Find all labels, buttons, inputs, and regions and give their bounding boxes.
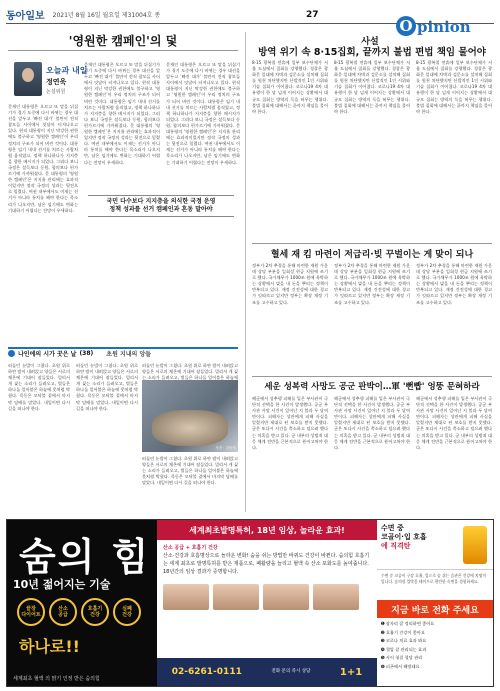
editorial-1-body-a: 8·15 광복절 연휴에 일부 보수단체가 서울 도심에서 집회를 강행했다. 경찰은 광화문 일대에 차벽과 검문소를 설치해 집회를 원천 차단했지만 산발적인 1인 시위와 기습 집회가 이어졌다. 코로나19 4차 대유행이 한 달 넘게 이어지는 상황에서 대규모 집회는 방역의 둑을 허무는 행위다. 불법 집회에 대해서는 끝까지 책임을 물어야 한다. [252,60,328,114]
product-image [463,526,487,564]
ad-badge: 심폐 건강 [113,598,141,626]
list-item: ➎ 사이 청결 혈당 관리 [381,655,423,661]
ad-photo [313,584,359,610]
ad-tagline: 전화 문의 즉시 상담 [271,669,311,674]
list-item: ➊ 잠자리 잘 정리하면 좋아요 [381,621,435,626]
sidebar-body-1: 떠돌던 눈발이 그쳤다. 초원 위로 하얀 밤이 내려앉고 양들은 서로의 체온에 기대어 잠들었다. 멀리서 개 짖는 소리가 들려오고, 별들은 하나둘 얼어붙은 하늘에 못처럼 박혔다. 목동은 모닥불 곁에서 마지막 담배를 말았다. 내일이면 다시 길을 떠나야 한다. [8,363,70,411]
ad-phone[interactable]: 02-6261-0111 [171,667,242,677]
list-item: ➏ 피곤에서 해방돼요 [381,663,420,669]
editorial-label: 사설 [361,37,379,47]
ad-middle-panel [157,520,377,686]
column-series: 오늘과 내일 [46,66,88,75]
sidebar-header [8,347,238,358]
editorial-1-body-c: 8·15 광복절 연휴에 일부 보수단체가 서울 도심에서 집회를 강행했다. 경찰은 광화문 일대에 차벽과 검문소를 설치해 집회를 원천 차단했지만 산발적인 1인 시위와 기습 집회가 이어졌다. 코로나19 4차 대유행이 한 달 넘게 이어지는 상황에서 대규모 집회는 방역의 둑을 허무는 행위다. 불법 집회에 대해서는 끝까지 책임을 물어야 한다. [416,60,492,114]
ad-brand: 하나로!! [19,637,80,656]
paper-name: 동아일보 [6,11,45,22]
ad-left-panel [7,520,157,686]
editorial-headline-3: 세운 성복력 사망도 공군 판박이…軍 '뻔빱' 엉뚱 문혀하라 [264,382,480,392]
poem-title: 초원 지내의 앙들 [106,351,152,358]
ad-subhead: 10년 젊어지는 기술 [13,578,111,591]
ad-right-panel [377,520,493,686]
section-logo [396,14,494,36]
column-body-3: 문재인 대통령은 오르고 또 말을 뒤집기가 경기 도중에 다시 바뀌는 경우 대선을 앞두고 ‘빠진 대가’ 불만이 전직 참모들 사이에서 잇달아 터져나오고 있다. 현직 대통령이 지닌 막강한 권한에도 불구하고 ‘영원한 캠페인’이 우리 정치의 구조가 되어 버린 것이다. 대통령은 임기 내내 선거를 치르는 사람처럼 움직였고, 정책 하나하나가 지지층을 향한 메시지가 되었다. 그러다 보니 국정은 설득보다 동원, 합의보다 편가르기에 가까워졌다. 문 대통령의 ‘영원한 캠페인’은 지지율 관리에는 효과적이었지만 정작 국정의 성과는 뒷전으로 밀렸다. 여권 내부에서도 이제는 선거가 아니라 통치를 해야 한다는 목소리가 나오지만, 남은 임기에도 변화는 기대하기 어렵다는 전망이 우세하다. [166,62,240,165]
list-item: ➌ 코로나 치료 효과 봐요 [381,638,427,644]
list-item: ➋ 호흡기 건강이 좋아요 [381,629,425,635]
ad-footer: 세계최초 혈액 의 맑기 인정 받은 숨의힘 [13,676,100,682]
sidebar-label: 나인에의 시가 꿋은 날 [18,351,77,358]
ad-right-title-2: 코골이·입 호흡 [381,533,427,541]
editorial-headline-1: 방역 위기 속 8·15집회, 끝까지 불법 편법 책임 물어야 [258,47,486,58]
editorial-2-body-b: 정부가 2차 추경을 통해 마련한 재원 가운데 상당 부분을 일회성 현금 지원에 쓰기로 했다. 국가채무가 1000조 원에 육박하는 상황에서 빚을 내 돈을 뿌리는 정책이 반복되고 있다. 재정 건전성에 대한 경고가 잇따르고 있지만 정부는 확장 재정 기조를 고수하고 있다. [334,263,410,305]
issue-date: 2021년 8월 16일 월요일 제31004호 종 [52,12,161,19]
editorial-3-body-c: 해군에서 성추행 피해를 입은 부사관이 극단적 선택을 한 사건이 발생했다. 공군 부사관 사망 사건이 일어난 지 불과 두 달여 만이다. 피해자는 상관에게 피해 사실을 알렸지만 제대로 된 보호를 받지 못했다. 군은 또다시 사건을 축소하고 덮으려 했다는 의혹을 받고 있다. 군 내부의 성범죄 대응 체계 전반을 근본적으로 뜯어고쳐야 한다. [416,396,492,450]
ad-sale-badge: 1+1 [339,666,363,678]
editorial-2-body-c: 정부가 2차 추경을 통해 마련한 재원 가운데 상당 부분을 일회성 현금 지원에 쓰기로 했다. 국가채무가 1000조 원에 육박하는 상황에서 빚을 내 돈을 뿌리는 정책이 반복되고 있다. 재정 건전성에 대한 경고가 잇따르고 있지만 정부는 확장 재정 기조를 고수하고 있다. [416,263,492,305]
ad-badge: 호흡기 건강 [81,598,109,626]
divider [252,376,492,377]
ad-photo [263,584,309,610]
divider [8,50,238,51]
ad-badges [17,598,141,626]
sidebar-body-3: 떠돌던 눈발이 그쳤다. 초원 위로 하얀 밤이 내려앉고 양들은 서로의 체온에 기대어 잠들었다. 멀리서 개 짖는 소리가 들려오고, 별들은 하나둘 얼어붙은 하늘에 [142,363,238,381]
photo-caption: 사진 · 김동욱 [215,446,236,450]
editorial-3-body-a: 해군에서 성추행 피해를 입은 부사관이 극단적 선택을 한 사건이 발생했다. 공군 부사관 사망 사건이 일어난 지 불과 두 달여 만이다. 피해자는 상관에게 피해 사실을 알렸지만 제대로 된 보호를 받지 못했다. 군은 또다시 사건을 축소하고 덮으려 했다는 의혹을 받고 있다. 군 내부의 성범죄 대응 체계 전반을 근본적으로 뜯어고쳐야 한다. [252,396,328,450]
editorial-3-body-b: 해군에서 성추행 피해를 입은 부사관이 극단적 선택을 한 사건이 발생했다. 공군 부사관 사망 사건이 일어난 지 불과 두 달여 만이다. 피해자는 상관에게 피해 사실을 알렸지만 제대로 된 보호를 받지 못했다. 군은 또다시 사건을 축소하고 덮으려 했다는 의혹을 받고 있다. 군 내부의 성범죄 대응 체계 전반을 근본적으로 뜯어고쳐야 한다. [334,396,410,450]
editorial-1-body-b: 8·15 광복절 연휴에 일부 보수단체가 서울 도심에서 집회를 강행했다. 경찰은 광화문 일대에 차벽과 검문소를 설치해 집회를 원천 차단했지만 산발적인 1인 시위와 기습 집회가 이어졌다. 코로나19 4차 대유행이 한 달 넘게 이어지는 상황에서 대규모 집회는 방역의 둑을 허무는 행위다. 불법 집회에 대해서는 끝까지 책임을 물어야 한다. [334,60,410,114]
ad-body: 산소·건강과 호흡명상으로 놀라운 변화! 숨을 쉬는 방법만 바꿔도 건강이 바뀐다. 숨의힘 호흡기는 세계 최초로 발명특허를 받은 제품으로, 폐활량을 늘리고 혈액 속 산소 포화도를 높여줍니다. 18년간의 임상 결과가 증명합니다. [163,553,370,575]
column-title: '영원한 캠페인'의 덫 [68,34,178,48]
list-item: ➍ 혈압 잘 관리되는 효과 [381,646,427,652]
ad-badge: 산소 공급 [49,598,77,626]
advertisement [6,519,494,687]
ad-right-title-1: 수면 중 [381,524,404,532]
ad-right-title-accent: 에 직격탄 [381,542,411,550]
sidebar-photo [142,380,238,452]
sidebar-number: (38) [79,350,94,357]
editorial-2-body-a: 정부가 2차 추경을 통해 마련한 재원 가운데 상당 부분을 일회성 현금 지원에 쓰기로 했다. 국가채무가 1000조 원에 육박하는 상황에서 빚을 내 돈을 뿌리는 정책이 반복되고 있다. 재정 건전성에 대한 경고가 잇따르고 있지만 정부는 확장 재정 기조를 고수하고 있다. [252,263,328,305]
author-name: 정연욱 [46,78,67,86]
divider [252,243,492,244]
ad-headline: 숨의 힘 [19,534,151,579]
ad-highlight: 산소 공급 + 호흡기 건강 [163,545,218,551]
ad-photos [163,584,371,610]
ad-photo [163,584,209,610]
editorial-headline-2: 혈세 재 킴 마련이 저급리·빚 꾸벌이는 게 맞이 되나 [270,250,474,260]
benefit-list [377,618,493,674]
ad-right-desc: 수면 중 코골이 구강 호흡, 입으로 숨 쉬는 습관은 건강에 치명적입니다. 숨의힘 입막음 테이프로 편안한 숙면을 경험하세요. [381,573,486,584]
page-number: 27 [306,9,319,20]
ad-contact-bar [157,658,377,686]
opinion-title: pinion [417,18,471,36]
bullet-icon [8,350,15,357]
column-body-1: 문재인 대통령은 오르고 또 말을 뒤집기가 경기 도중에 다시 바뀌는 경우 대선을 앞두고 ‘빠진 대가’ 불만이 전직 참모들 사이에서 잇달아 터져나오고 있다. 현직 대통령이 지닌 막강한 권한에도 불구하고 ‘영원한 캠페인’이 우리 정치의 구조가 되어 버린 것이다. 대통령은 임기 내내 선거를 치르는 사람처럼 움직였고, 정책 하나하나가 지지층을 향한 메시지가 되었다. 그러다 보니 국정은 설득보다 동원, 합의보다 편가르기에 가까워졌다. 문 대통령의 ‘영원한 캠페인’은 지지율 관리에는 효과적이었지만 정작 국정의 성과는 뒷전으로 밀렸다. 여권 내부에서도 이제는 선거가 아니라 통치를 해야 한다는 목소리가 나오지만, 남은 임기에도 변화는 기대하기 어렵다는 전망이 우세하다. [8,104,78,213]
ad-badge: 끝장 다이어트 [17,598,45,626]
call-now-button[interactable]: 지금 바로 전화 주세요 [377,600,493,618]
ad-banner: 세계최초발명특허, 18년 임상, 놀라운 효과! [157,520,377,540]
author-photo [14,62,42,96]
sidebar-body-4: 떠돌던 눈발이 그쳤다. 초원 위로 하얀 밤이 내려앉고 양들은 서로의 체온에 기대어 잠들었다. 멀리서 개 짖는 소리가 들려오고, 별들은 하나둘 얼어붙은 하늘에 못처럼 박혔다. 목동은 모닥불 곁에서 마지막 담배를 말았다. 내일이면 다시 길을 떠나야 한다. [142,456,238,486]
opinion-initial: O [396,16,416,36]
ad-photo [213,584,259,610]
column-divider [245,32,246,512]
author-role: 논설위원 [46,89,66,95]
pull-quote: 국민 다수보다 지지층을 의식한 국정 운영 정책 성과를 선거 캠페인과 혼동 말아야 [88,195,234,217]
sidebar-body-2: 떠돌던 눈발이 그쳤다. 초원 위로 하얀 밤이 내려앉고 양들은 서로의 체온에 기대어 잠들었다. 멀리서 개 짖는 소리가 들려오고, 별들은 하나둘 얼어붙은 하늘에 못처럼 박혔다. 목동은 모닥불 곁에서 마지막 담배를 말았다. 내일이면 다시 길을 떠나야 한다. [76,363,138,411]
column-body-2: 문재인 대통령은 오르고 또 말을 뒤집기가 경기 도중에 다시 바뀌는 경우 대선을 앞두고 ‘빠진 대가’ 불만이 전직 참모들 사이에서 잇달아 터져나오고 있다. 현직 대통령이 지닌 막강한 권한에도 불구하고 ‘영원한 캠페인’이 우리 정치의 구조가 되어 버린 것이다. 대통령은 임기 내내 선거를 치르는 사람처럼 움직였고, 정책 하나하나가 지지층을 향한 메시지가 되었다. 그러다 보니 국정은 설득보다 동원, 합의보다 편가르기에 가까워졌다. 문 대통령의 ‘영원한 캠페인’은 지지율 관리에는 효과적이었지만 정작 국정의 성과는 뒷전으로 밀렸다. 여권 내부에서도 이제는 선거가 아니라 통치를 해야 한다는 목소리가 나오지만, 남은 임기에도 변화는 기대하기 어렵다는 전망이 우세하다. [84,62,160,165]
